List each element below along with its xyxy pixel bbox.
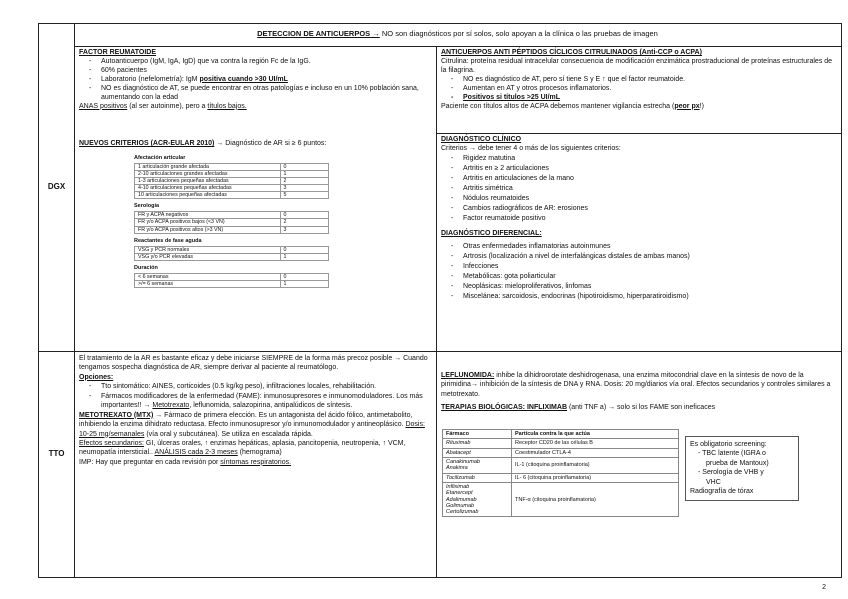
criterion-points: 5 xyxy=(280,192,329,199)
list-item: - Artrosis (localización a nivel de interfalángicas distales de ambas manos) xyxy=(441,252,839,262)
notes-table xyxy=(38,23,842,578)
criterion-points: 1 xyxy=(280,171,329,178)
table-row xyxy=(135,226,329,233)
table-row xyxy=(443,439,679,448)
criteria-tables xyxy=(134,155,329,288)
criterion-points: 3 xyxy=(280,185,329,192)
drug-target: IL-1 (citoquina proinflamatoria) xyxy=(512,457,679,473)
table-row xyxy=(443,457,679,473)
clinico-intro: Criterios → debe tener 4 o más de los siguientes criterios: xyxy=(441,144,621,152)
drug-name: Abatacept xyxy=(443,448,512,457)
list-item: - Cambios radiográficos de AR: erosiones xyxy=(441,204,839,214)
table-row xyxy=(135,253,329,260)
clinico-block xyxy=(441,136,839,302)
criterion-label: 10 articulaciones pequeñas afectadas xyxy=(135,192,281,199)
criterion-label: FR y/o ACPA positivos altos (>3 VN) xyxy=(135,226,281,233)
criteria-table xyxy=(134,211,329,233)
efectos-paragraph: Efectos secundarios: GI, úlceras orales, ↑ enzimas hepáticas, aplasia, pancitopenia, neutropenia, ↑ VCM, neumopatía intersticial.. ANÁLISIS cada 2-3 meses (hemograma) xyxy=(79,439,406,457)
criterion-points: 0 xyxy=(280,163,329,170)
criterion-label: FR y ACPA negativos xyxy=(135,212,281,219)
criteria-block xyxy=(79,140,431,288)
table-row xyxy=(135,185,329,192)
table-header: Fármaco xyxy=(443,430,512,439)
drug-target: TNF-α (citoquina proinflamatoria) xyxy=(512,482,679,517)
list-item: - Autoanticuerpo (IgM, IgA, IgD) que va contra la región Fc de la IgG. xyxy=(79,58,431,67)
list-item: - Aumentan en AT y otros procesos inflamatorios. xyxy=(441,85,839,94)
list-item: - Otras enfermedades inflamatorias autoinmunes xyxy=(441,242,839,252)
drug-name: Canakinumab Anakinra xyxy=(443,457,512,473)
row-label-dgx: DGX xyxy=(47,182,66,191)
table-row xyxy=(443,482,679,517)
criteria-section-title: Afectación articular xyxy=(134,154,186,161)
acpa-foot: Paciente con títulos altos de ACPA debemos mantener vigilancia estrecha (peor px!) xyxy=(441,102,704,110)
acpa-title: ANTICUERPOS ANTI PÉPTIDOS CÍCLICOS CITRULINADOS (Anti-CCP o ACPA) xyxy=(441,49,702,56)
table-row xyxy=(443,448,679,457)
table-header: Partícula contra la que actúa xyxy=(512,430,679,439)
table-row xyxy=(135,280,329,287)
drug-name: Tocilizumab xyxy=(443,473,512,482)
criterion-points: 0 xyxy=(280,246,329,253)
table-row xyxy=(135,212,329,219)
biologics-table xyxy=(442,429,679,517)
criterion-points: 2 xyxy=(280,219,329,226)
criterion-label: 1 articulación grande afectada xyxy=(135,163,281,170)
drug-target: IL- 6 (citoquina proinflamatoria) xyxy=(512,473,679,482)
criterion-label: VSG y/o PCR elevadas xyxy=(135,253,281,260)
criterion-label: < 6 semanas xyxy=(135,273,281,280)
criterion-points: 0 xyxy=(280,212,329,219)
drug-name: Infliximab Etanercept Adalimumab Golimumab Certolizumab xyxy=(443,482,512,517)
drug-target: Receptor CD20 de las células B xyxy=(512,439,679,448)
tto-intro: El tratamiento de la AR es bastante eficaz y debe iniciarse SIEMPRE de la forma más precoz posible → Cuando tengamos sospecha diagnóstica de AR, siempre derivar al paciente al reumatólogo. xyxy=(79,355,428,372)
table-row xyxy=(135,273,329,280)
list-item: - NO es diagnóstico de AT, se puede encontrar en otras patologías e incluso en un 10% población sana, aumentando con la edad xyxy=(79,85,431,103)
criterion-label: 2-10 articulaciones grandes afectadas xyxy=(135,171,281,178)
criterion-label: VSG y PCR normales xyxy=(135,246,281,253)
list-item: - 60% pacientes xyxy=(79,67,431,76)
criteria-table xyxy=(134,273,329,288)
screening-box: Es obligatorio screening: - TBC latente (IGRA o prueba de Mantoux) - Serología de VHB y VHC Radiografía de tórax xyxy=(685,436,799,501)
criteria-section-title: Duración xyxy=(134,264,158,271)
criterion-label: >/= 6 semanas xyxy=(135,280,281,287)
criteria-table xyxy=(134,163,329,199)
criterion-label: 1-3 articulaciones pequeñas afectadas xyxy=(135,178,281,185)
row-label-tto: TTO xyxy=(48,449,65,458)
factor-reumatoide-block xyxy=(79,49,431,112)
list-item: - Laboratorio (nefelometría): IgM positiva cuando >30 UI/mL xyxy=(79,76,431,85)
biologicas-paragraph: TERAPIAS BIOLÓGICAS: INFLIXIMAB (anti TNF a) → solo si los FAME son ineficaces xyxy=(441,404,716,412)
list-item: - Positivos si títulos >25 UI/mL xyxy=(441,94,839,103)
section-header: DETECCION DE ANTICUERPOS → NO son diagnósticos por sí solos, solo apoyan a la clínica o las pruebas de imagen xyxy=(257,29,658,38)
list-item: - Neoplásicas: mieloproliferativos, linfomas xyxy=(441,282,839,292)
table-row xyxy=(135,246,329,253)
acpa-intro: Citrulina: proteína residual intracelular consecuencia de modificación enzimática prostraducional de proteínas estructurales de la filagrina. xyxy=(441,57,833,74)
fr-title: FACTOR REUMATOIDE xyxy=(79,49,157,56)
list-item: - Artritis en ≥ 2 articulaciones xyxy=(441,164,839,174)
criteria-section-title: Reactantes de fase aguda xyxy=(134,237,202,244)
list-item: - Tto sintomático: AINES, corticoides (0.5 kg/kg peso), infiltraciones locales, rehabilitación. xyxy=(79,382,431,391)
imp-note: IMP: Hay que preguntar en cada revisión por síntomas respiratorios. xyxy=(79,458,292,466)
table-row xyxy=(135,163,329,170)
table-row xyxy=(135,171,329,178)
tto-left-block xyxy=(79,354,431,467)
clinico-title: DIAGNÓSTICO CLÍNICO xyxy=(441,136,522,143)
drug-target: Coestimulador CTLA-4 xyxy=(512,448,679,457)
anas-note: ANAS positivos (al ser autoinme), pero a títulos bajos. xyxy=(79,102,247,110)
criterion-points: 2 xyxy=(280,178,329,185)
list-item: - Nódulos reumatoides xyxy=(441,194,839,204)
criterion-label: 4-10 articulaciones pequeñas afectadas xyxy=(135,185,281,192)
diferencial-title: DIAGNÓSTICO DIFERENCIAL: xyxy=(441,230,542,238)
page-number: 2 xyxy=(822,584,826,592)
criteria-table xyxy=(134,246,329,261)
list-item: - Miscelánea: sarcoidosis, endocrinas (hipotiroidismo, hiperparatiroidismo) xyxy=(441,292,839,302)
mtx-paragraph: METOTREXATO (MTX) → Fármaco de primera elección. Es un antagonista del ácido fólico, antimetabolito, inhibiendo la enzima dihidrato reductasa. Efecto inmunosupresor y/o inmunomodulador y antineoplásico. Dosis: 10-25 mg/semanales (vía oral y subcutánea). Se utiliza en escalada rápida. xyxy=(79,411,425,438)
criteria-section-title: Serología xyxy=(134,203,160,210)
criterion-points: 1 xyxy=(280,280,329,287)
table-row xyxy=(135,192,329,199)
column-divider xyxy=(436,46,437,577)
criterion-points: 1 xyxy=(280,253,329,260)
list-item: - NO es diagnóstico de AT, pero sí tiene S y E ↑ que el factor reumatoide. xyxy=(441,76,839,85)
list-item: - Artritis en articulaciones de la mano xyxy=(441,174,839,184)
list-item: - Infecciones xyxy=(441,262,839,272)
list-item: - Rigidez matutina xyxy=(441,154,839,164)
opciones-title: Opciones: xyxy=(79,373,114,381)
list-item: - Factor reumatoide positivo xyxy=(441,214,839,224)
table-row xyxy=(443,473,679,482)
table-row xyxy=(135,219,329,226)
criterion-label: FR y/o ACPA positivos bajos (<3 VN) xyxy=(135,219,281,226)
leflunomida-paragraph: LEFLUNOMIDA: inhibe la dihidroorotate deshidrogenasa, una enzima mitocondrial clave en la síntesis de novo de la pirimidina→ inhibición de la síntesis de DNA y RNA. Dosis: 20 mg/diarios vía oral. Efectos secundarios y controles similares a metotrexato. xyxy=(441,372,831,398)
list-item: - Fármacos modificadores de la enfermedad (FAME): inmunosupresores e inmunomoduladores. Los más importantes!! → Metotrexato, leflunomida, salazopirina, antipalúdicos de síntesis. xyxy=(79,392,431,411)
column-divider xyxy=(74,24,75,577)
row-divider xyxy=(39,351,841,352)
acpa-block xyxy=(441,49,839,112)
table-row xyxy=(135,178,329,185)
list-item: - Artritis simétrica xyxy=(441,184,839,194)
criterion-points: 0 xyxy=(280,273,329,280)
criterion-points: 3 xyxy=(280,226,329,233)
row-divider xyxy=(436,133,841,134)
criteria-title: NUEVOS CRITERIOS (ACR-EULAR 2010) → Diagnóstico de AR si ≥ 6 puntos: xyxy=(79,140,327,147)
row-divider xyxy=(74,46,841,47)
drug-name: Rituximab xyxy=(443,439,512,448)
tto-right-block xyxy=(441,371,837,413)
list-item: - Metabólicas: gota poliarticular xyxy=(441,272,839,282)
